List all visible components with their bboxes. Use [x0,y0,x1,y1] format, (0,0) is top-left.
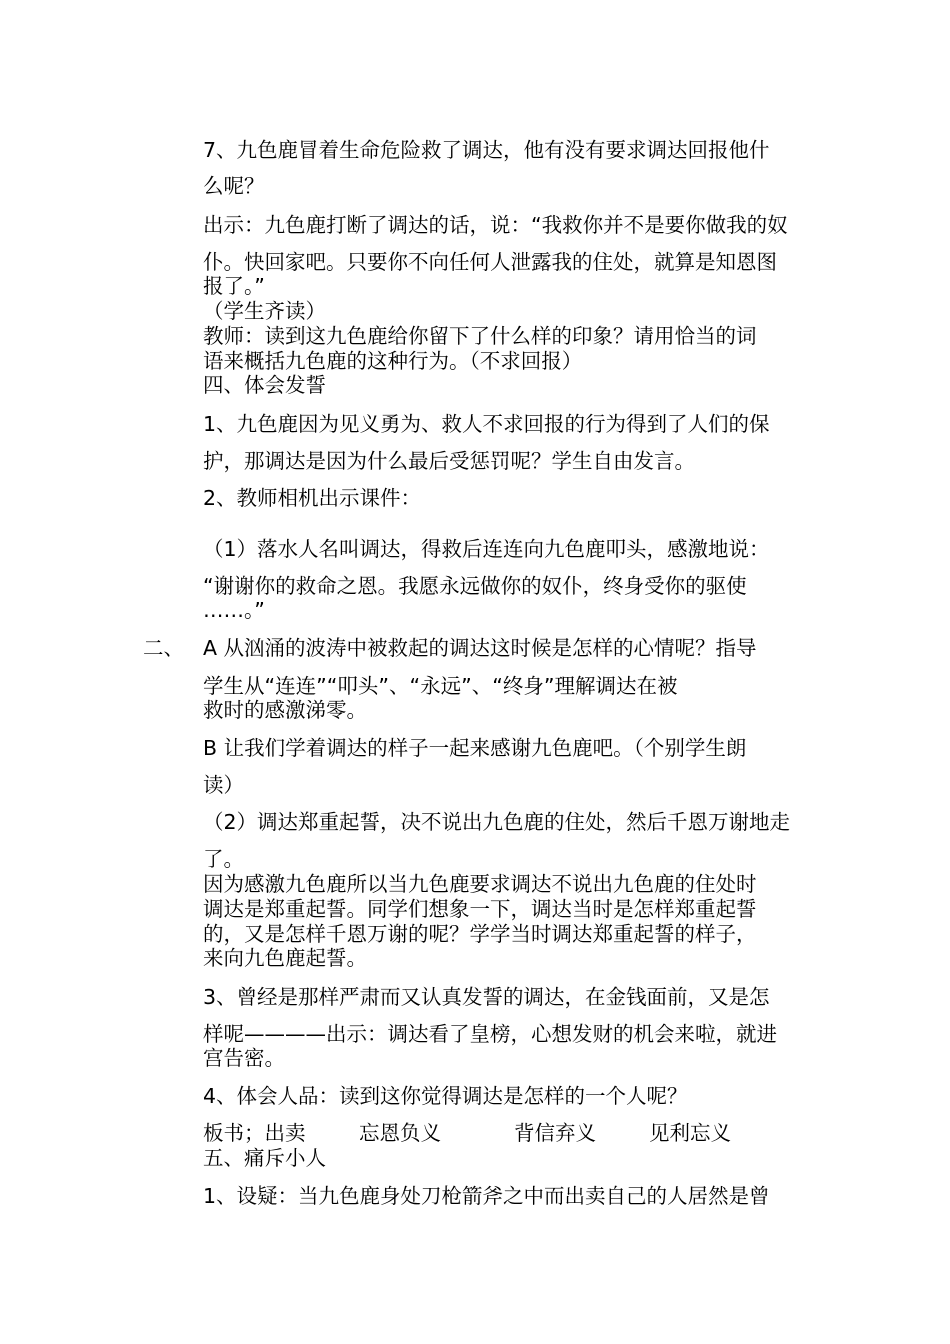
question-7-line-1: 7、九色鹿冒着生命危险救了调达，他有没有要求调达回报他什 [203,138,770,162]
blackboard-word-3: 见利忘义 [649,1121,731,1145]
paragraph-3-line-2: 样呢————出示：调达看了皇榜，心想发财的机会来啦，就进 [203,1022,777,1046]
paragraph-b-line-2: 读） [203,773,244,797]
blackboard-word-2: 背信弃义 [514,1121,596,1145]
item-1-line-1: （1）落水人名叫调达，得救后连连向九色鹿叩头，感激地说： [203,537,770,561]
explanation-line-2: 调达是郑重起誓。同学们想象一下，调达当时是怎样郑重起誓 [203,897,757,921]
paragraph-b-line-1: B 让我们学着调达的样子一起来感谢九色鹿吧。（个别学生朗 [203,736,747,760]
section-5-heading: 五、痛斥小人 [203,1146,326,1170]
section-4-heading: 四、体会发誓 [203,373,326,397]
paragraph-4: 4、体会人品：读到这你觉得调达是怎样的一个人呢？ [203,1084,688,1108]
teacher-question-line-1: 教师：读到这九色鹿给你留下了什么样的印象？请用恰当的词 [203,324,757,348]
explanation-line-1: 因为感激九色鹿所以当九色鹿要求调达不说出九色鹿的住处时 [203,872,757,896]
explanation-line-3: 的，又是怎样千恩万谢的呢？学学当时调达郑重起誓的样子， [203,922,757,946]
paragraph-3-line-3: 宫告密。 [203,1046,285,1070]
paragraph-5: 1、设疑：当九色鹿身处刀枪箭斧之中而出卖自己的人居然是曾 [203,1184,770,1208]
paragraph-a-line-1: A 从汹涌的波涛中被救起的调达这时候是怎样的心情呢？指导 [203,636,757,660]
paragraph-a-line-2: 学生从“连连”“叩头”、“永远”、“终身”理解调达在被 [203,674,678,698]
paragraph-2: 2、教师相机出示课件： [203,486,422,510]
paragraph-1-line-1: 1、九色鹿因为见义勇为、救人不求回报的行为得到了人们的保 [203,412,770,436]
blackboard-label: 板书；出卖 [203,1121,306,1145]
paragraph-1-line-2: 护，那调达是因为什么最后受惩罚呢？学生自由发言。 [203,449,695,473]
item-2-line-1: （2）调达郑重起誓，决不说出九色鹿的住处，然后千恩万谢地走 [203,810,791,834]
read-together-note: （学生齐读） [203,299,326,323]
question-7-line-2: 么呢？ [203,174,265,198]
item-1-line-3: ……。” [203,598,265,622]
paragraph-a-line-3: 救时的感激涕零。 [203,698,367,722]
item-1-line-2: “谢谢你的救命之恩。我愿永远做你的奴仆，终身受你的驱使 [203,574,747,598]
paragraph-3-line-1: 3、曾经是那样严肃而又认真发誓的调达，在金钱面前，又是怎 [203,985,770,1009]
explanation-line-4: 来向九色鹿起誓。 [203,946,367,970]
item-2-line-2: 了。 [203,847,244,871]
quote-show-line-2: 仆。快回家吧。只要你不向任何人泄露我的住处，就算是知恩图 [203,250,777,274]
blackboard-word-1: 忘恩负义 [359,1121,441,1145]
quote-show-line-1: 出示：九色鹿打断了调达的话，说：“我救你并不是要你做我的奴 [203,213,788,237]
blackboard-notes [203,1121,823,1145]
quote-show-line-3: 报了。” [203,274,265,298]
list-marker-two: 二、 [143,636,184,660]
teacher-question-line-2: 语来概括九色鹿的这种行为。（不求回报） [203,349,583,373]
